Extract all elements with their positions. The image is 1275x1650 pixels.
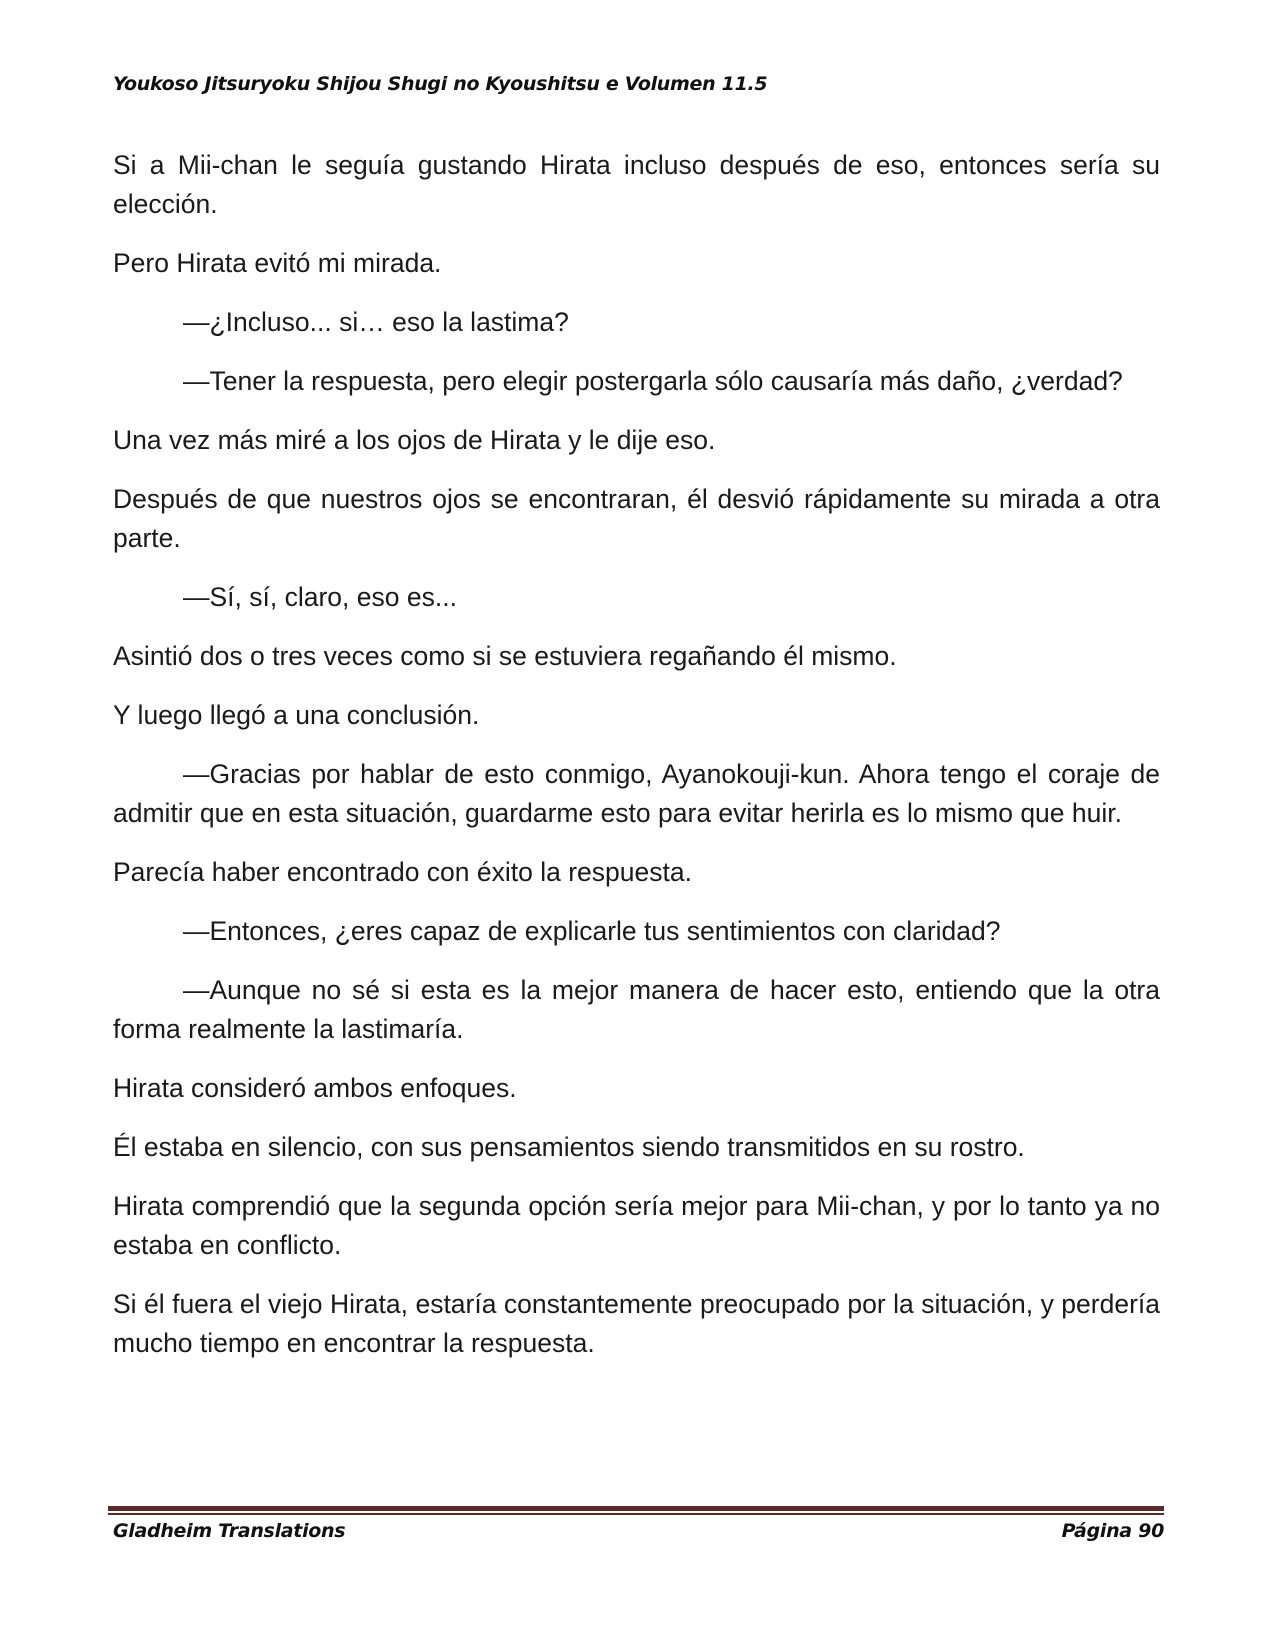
paragraph: Si él fuera el viejo Hirata, estaría constantemente preocupado por la situación, y perdería mucho tiempo en encontrar la respuesta. (113, 1289, 1160, 1358)
paragraph: Asintió dos o tres veces como si se estuviera regañando él mismo. (113, 641, 897, 671)
dialog-paragraph: —Gracias por hablar de esto conmigo, Ayanokouji-kun. Ahora tengo el coraje de admitir que en esta situación, guardarme esto para evitar herirla es lo mismo que huir. (113, 759, 1160, 828)
paragraph: Hirata consideró ambos enfoques. (113, 1073, 517, 1103)
paragraph: Parecía haber encontrado con éxito la respuesta. (113, 857, 692, 887)
footer-divider (108, 1506, 1164, 1516)
dialog-paragraph: —¿Incluso... si… eso la lastima? (183, 307, 569, 337)
footer-divider-thin (108, 1513, 1164, 1515)
paragraph: Una vez más miré a los ojos de Hirata y le dije eso. (113, 425, 716, 455)
page-body (113, 146, 1160, 1383)
running-header: Youkoso Jitsuryoku Shijou Shugi no Kyoushitsu e Volumen 11.5 (113, 73, 768, 95)
dialog-paragraph: —Entonces, ¿eres capaz de explicarle tus sentimientos con claridad? (183, 916, 1001, 946)
paragraph: Y luego llegó a una conclusión. (113, 700, 480, 730)
dialog-paragraph: —Tener la respuesta, pero elegir postergarla sólo causaría más daño, ¿verdad? (183, 366, 1123, 396)
dialog-paragraph: —Aunque no sé si esta es la mejor manera de hacer esto, entiendo que la otra forma realmente la lastimaría. (113, 975, 1160, 1044)
page-number: Página 90 (1061, 1520, 1164, 1542)
paragraph: Hirata comprendió que la segunda opción sería mejor para Mii-chan, y por lo tanto ya no estaba en conflicto. (113, 1191, 1160, 1260)
paragraph: Pero Hirata evitó mi mirada. (113, 248, 442, 278)
paragraph: Si a Mii-chan le seguía gustando Hirata incluso después de eso, entonces sería su elección. (113, 150, 1160, 219)
paragraph: Él estaba en silencio, con sus pensamientos siendo transmitidos en su rostro. (113, 1132, 1025, 1162)
footer-divider-thick (108, 1506, 1164, 1511)
paragraph: Después de que nuestros ojos se encontraran, él desvió rápidamente su mirada a otra parte. (113, 484, 1160, 553)
dialog-paragraph: —Sí, sí, claro, eso es... (183, 582, 457, 612)
footer-credit: Gladheim Translations (113, 1520, 346, 1542)
